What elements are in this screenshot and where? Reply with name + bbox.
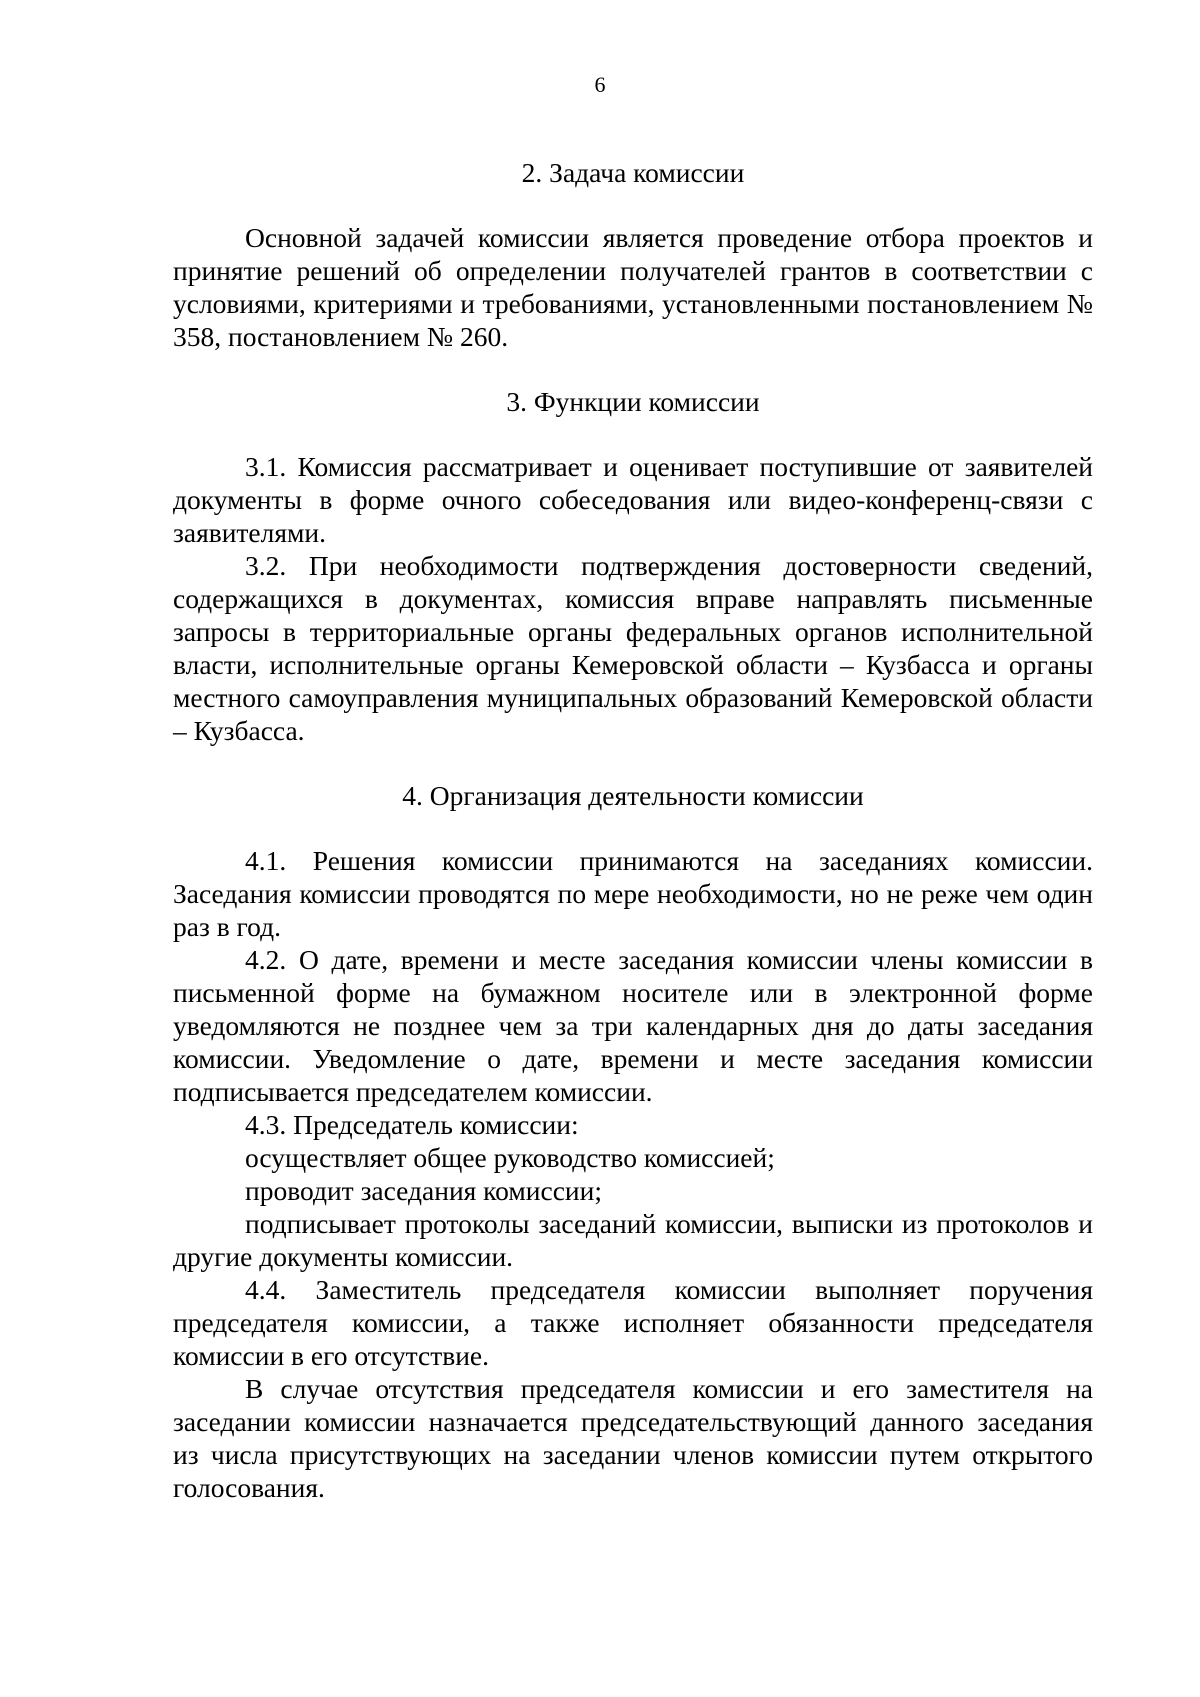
paragraph-4-3: 4.3. Председатель комиссии:: [245, 1109, 579, 1140]
paragraph-3-2: 3.2. При необходимости подтверждения достоверности сведений, содержащихся в документах, комиссия вправе направлять письменные запросы в территориальные органы федеральных органов исполнительной власти, исполнительные органы Кемеровской области – Кузбасса и органы местного самоуправления муниципальных образований Кемеровской области – Кузбасса.: [173, 550, 1093, 746]
paragraph-4-3-item-3: подписывает протоколы заседаний комиссии, выписки из протоколов и другие документы комиссии.: [173, 1208, 1093, 1272]
page-number: 6: [594, 72, 606, 97]
paragraph-4-3-item-1: осуществляет общее руководство комиссией;: [245, 1142, 775, 1173]
paragraph-4-1: 4.1. Решения комиссии принимаются на заседаниях комиссии. Заседания комиссии проводятся по мере необходимости, но не реже чем один раз в год.: [173, 845, 1093, 942]
paragraph-3-1: 3.1. Комиссия рассматривает и оценивает поступившие от заявителей документы в форме очного собеседования или видео-конференц-связи с заявителями.: [173, 451, 1093, 548]
section-heading-functions: 3. Функции комиссии: [506, 386, 760, 417]
paragraph-task: Основной задачей комиссии является проведение отбора проектов и принятие решений об определении получателей грантов в соответствии с условиями, критериями и требованиями, установленными постановлением № 358, постановлением № 260.: [173, 222, 1093, 352]
section-heading-organization: 4. Организация деятельности комиссии: [402, 780, 864, 811]
paragraph-4-4: 4.4. Заместитель председателя комиссии выполняет поручения председателя комиссии, а также исполняет обязанности председателя комиссии в его отсутствие.: [173, 1274, 1093, 1371]
paragraph-4-4-continued: В случае отсутствия председателя комиссии и его заместителя на заседании комиссии назначается председательствующий данного заседания из числа присутствующих на заседании членов комиссии путем открытого голосования.: [173, 1373, 1093, 1503]
document-body: [173, 156, 1093, 1504]
paragraph-4-2: 4.2. О дате, времени и месте заседания комиссии члены комиссии в письменной форме на бумажном носителе или в электронной форме уведомляются не позднее чем за три календарных дня до даты заседания комиссии. Уведомление о дате, времени и месте заседания комиссии подписывается председателем комиссии.: [173, 944, 1093, 1107]
section-heading-task: 2. Задача комиссии: [521, 157, 745, 188]
paragraph-4-3-item-2: проводит заседания комиссии;: [245, 1175, 602, 1206]
